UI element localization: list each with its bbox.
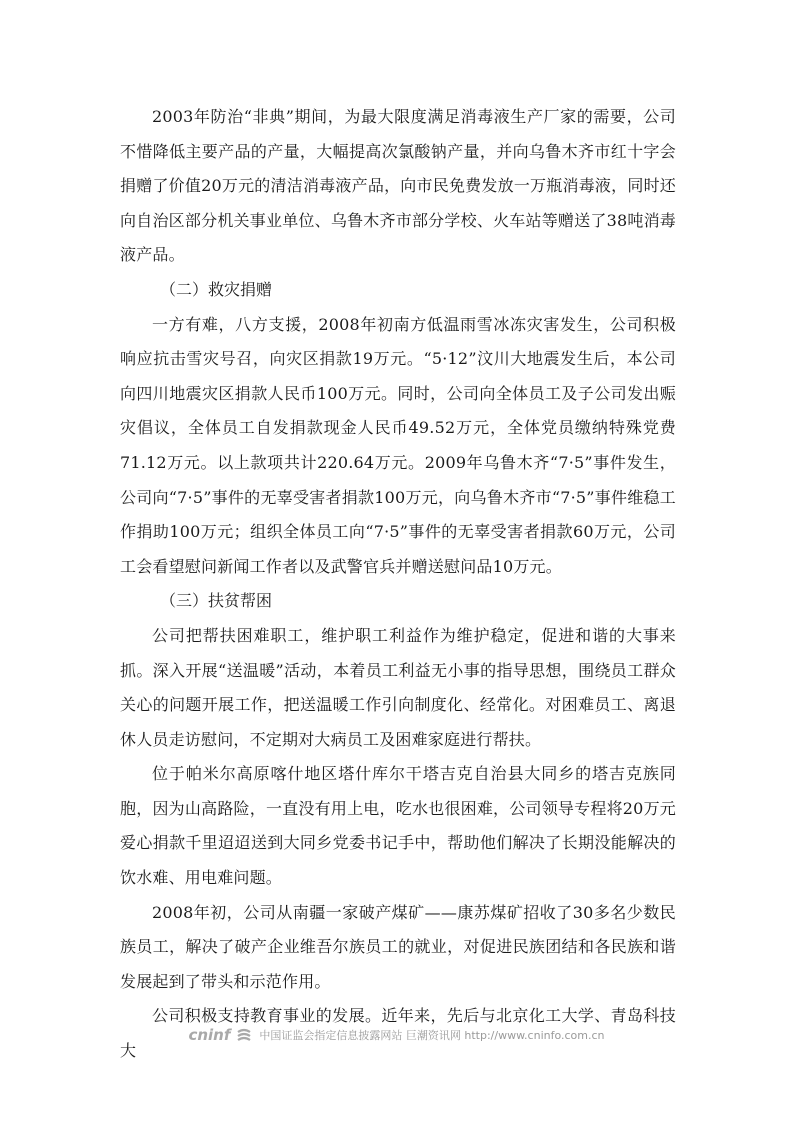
footer-disclosure-text: 中国证监会指定信息披露网站 巨潮资讯网 http://www.cninfo.com.cn <box>259 1029 605 1042</box>
paragraph-sars-donation: 2003年防治“非典”期间，为最大限度满足消毒液生产厂家的需要，公司不惜降低主要产品的产量，大幅提高次氯酸钠产量，并向乌鲁木齐市红十字会捐赠了价值20万元的清洁消毒液产品，向市民免费发放一万瓶消毒液，同时还向自治区部分机关事业单位、乌鲁木齐市部分学校、火车站等赠送了38吨消毒液产品。 <box>120 107 676 265</box>
page-footer <box>0 1026 793 1044</box>
section-heading-disaster-relief: （二）救灾捐赠 <box>160 279 273 299</box>
cninfo-logo-text: cninf <box>188 1026 231 1044</box>
document-body <box>120 100 676 1069</box>
paragraph-employee-assistance: 公司把帮扶困难职工，维护职工利益作为维护稳定，促进和谐的大事来抓。深入开展“送温暖”活动，本着员工利益无小事的指导思想，围绕员工群众关心的问题开展工作，把送温暖工作引向制度化、经常化。对困难员工、离退休人员走访慰问，不定期对大病员工及困难家庭进行帮扶。 <box>120 625 676 749</box>
paragraph-coal-mine-hiring: 2008年初，公司从南疆一家破产煤矿——康苏煤矿招收了30多名少数民族员工，解决了破产企业维吾尔族员工的就业，对促进民族团结和各民族和谐发展起到了带头和示范作用。 <box>120 902 676 991</box>
section-heading-poverty-relief: （三）扶贫帮困 <box>160 591 273 611</box>
paragraph-pamir-donation: 位于帕米尔高原喀什地区塔什库尔干塔吉克自治县大同乡的塔吉克族同胞，因为山高路险，一直没有用上电，吃水也很困难，公司领导专程将20万元爱心捐款千里迢迢送到大同乡党委书记手中，帮助他们解决了长期没能解决的饮水难、用电难问题。 <box>120 764 676 888</box>
cninfo-logo-icon <box>236 1028 252 1042</box>
paragraph-education-support: 公司积极支持教育事业的发展。近年来，先后与北京化工大学、青岛科技大 <box>120 1006 676 1061</box>
paragraph-disaster-donations: 一方有难，八方支援，2008年初南方低温雨雪冰冻灾害发生，公司积极响应抗击雪灾号召，向灾区捐款19万元。“5·12”汶川大地震发生后，本公司向四川地震灾区捐款人民币100万元。同时，公司向全体员工及子公司发出赈灾倡议，全体员工自发捐款现金人民币49.52万元，全体党员缴纳特殊党费71.12万元。以上款项共计220.64万元。2009年乌鲁木齐“7·5”事件发生，公司向“7·5”事件的无辜受害者捐款100万元，向乌鲁木齐市“7·5”事件维稳工作捐助100万元；组织全体员工向“7·5”事件的无辜受害者捐款60万元，公司工会看望慰问新闻工作者以及武警官兵并赠送慰问品10万元。 <box>120 314 676 576</box>
